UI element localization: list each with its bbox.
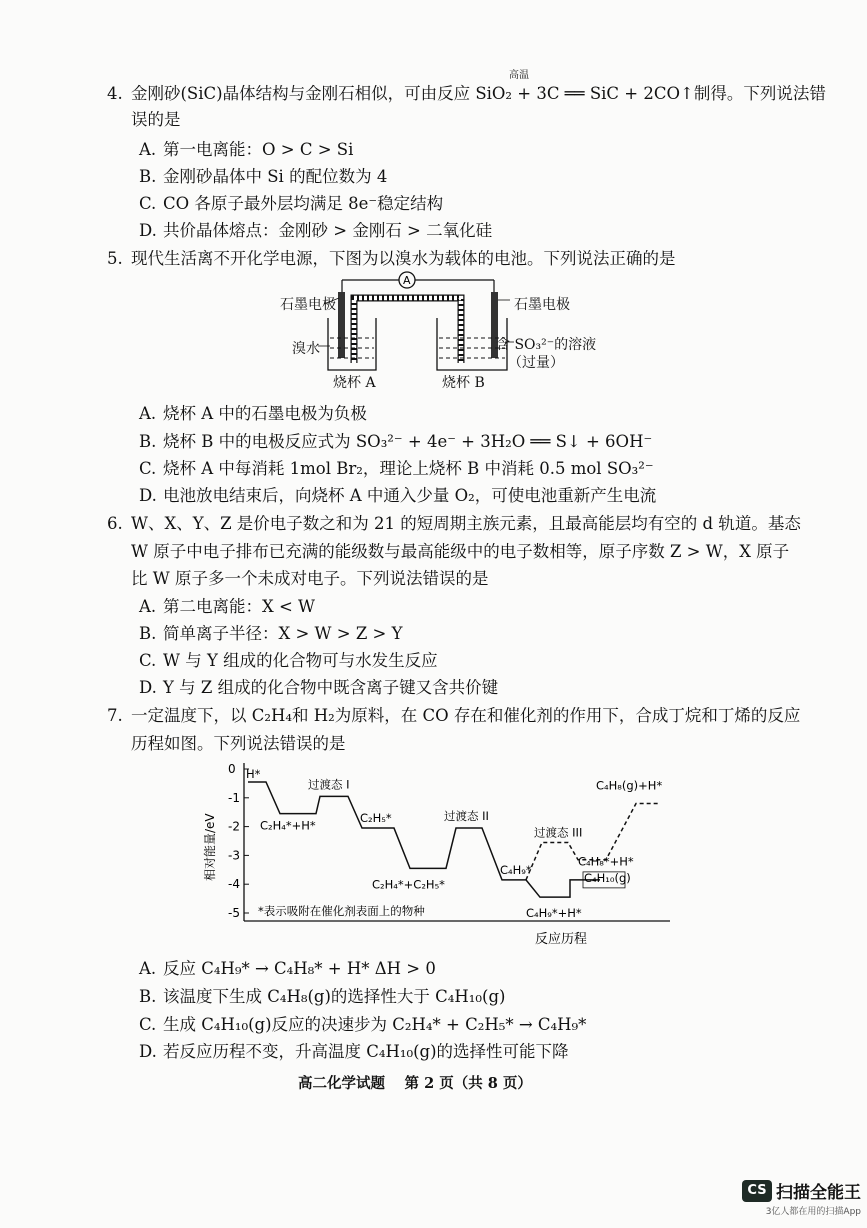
q6-stem-line1: 6. W、X、Y、Z 是价电子数之和为 21 的短周期主族元素，且最高能层均有空的 d 轨道。基态 — [107, 514, 801, 533]
salt-bridge — [354, 298, 461, 363]
bromine-water-label: 溴水 — [292, 341, 320, 357]
q4-stem-line2: 误的是 — [131, 110, 181, 129]
branch-level-label: 过渡态 III — [534, 825, 583, 840]
right-electrode-label: 石墨电极 — [514, 297, 570, 313]
level-label: C₂H₄*+H* — [260, 818, 316, 833]
sulfite-solution-label: 含 SO₃²⁻的溶液 — [496, 337, 597, 353]
y-tick-label: -4 — [228, 877, 240, 892]
q4-option-d: D. 共价晶体熔点：金刚砂 > 金刚石 > 二氧化硅 — [139, 221, 493, 240]
q6-option-c: C. W 与 Y 组成的化合物可与水发生反应 — [139, 651, 438, 670]
q4-option-b: B. 金刚砂晶体中 Si 的配位数为 4 — [139, 167, 388, 186]
page-footer: 高二化学试题 第 2 页（共 8 页） — [298, 1075, 532, 1092]
y-tick-label: -3 — [228, 848, 240, 863]
q4-stem-line1: 4. 金刚砂(SiC)晶体结构与金刚石相似，可由反应 SiO₂ + 3C ══ SiC + 2CO↑制得。下列说法错 — [107, 84, 826, 103]
y-axis-label: 相对能量/eV — [203, 813, 217, 881]
level-label: 过渡态 I — [308, 777, 350, 792]
q4-condition: 高温 — [509, 70, 529, 81]
q6-option-a: A. 第二电离能：X < W — [139, 597, 316, 616]
level-label: C₄H₉* — [500, 862, 532, 877]
level-label: C₄H₁₀(g) — [584, 870, 631, 885]
scanner-logo-icon: CS — [742, 1180, 772, 1202]
q7-option-a: A. 反应 C₄H₉* → C₄H₈* + H* ΔH > 0 — [139, 959, 436, 978]
branch-level-label: C₄H₈*+H* — [578, 854, 634, 869]
ammeter-label: A — [403, 274, 411, 287]
y-tick-label: -1 — [228, 790, 240, 805]
q6-stem-line2: W 原子中电子排布已充满的能级数与最高能级中的电子数相等，原子序数 Z > W，X 原子 — [131, 542, 790, 561]
beaker-a-label: 烧杯 A — [333, 375, 376, 391]
chart-note: *表示吸附在催化剂表面上的物种 — [258, 904, 425, 918]
q5-option-c: C. 烧杯 A 中每消耗 1mol Br₂，理论上烧杯 B 中消耗 0.5 mol SO₃²⁻ — [139, 459, 654, 478]
q7-option-d: D. 若反应历程不变，升高温度 C₄H₁₀(g)的选择性可能下降 — [139, 1042, 569, 1061]
q7-stem-line1: 7. 一定温度下，以 C₂H₄和 H₂为原料，在 CO 存在和催化剂的作用下，合成丁烷和丁烯的反应 — [107, 706, 801, 725]
beaker-b-label: 烧杯 B — [442, 375, 485, 391]
battery-diagram — [270, 268, 610, 393]
y-tick-label: 0 — [228, 762, 236, 776]
q5-option-d: D. 电池放电结束后，向烧杯 A 中通入少量 O₂，可使电池重新产生电流 — [139, 486, 657, 505]
level-label: C₄H₉*+H* — [526, 906, 582, 921]
q5-option-a: A. 烧杯 A 中的石墨电极为负极 — [139, 404, 367, 423]
q7-option-c: C. 生成 C₄H₁₀(g)反应的决速步为 C₂H₄* + C₂H₅* → C₄H₉* — [139, 1015, 587, 1034]
q5-stem: 5. 现代生活离不开化学电源，下图为以溴水为载体的电池。下列说法正确的是 — [107, 249, 676, 268]
q7-stem-line2: 历程如图。下列说法错误的是 — [131, 734, 346, 753]
y-tick-label: -2 — [228, 819, 240, 834]
y-tick-label: -5 — [228, 906, 240, 920]
level-label: 过渡态 II — [444, 809, 489, 824]
branch-level-label: C₄H₈(g)+H* — [596, 778, 663, 793]
level-label: C₂H₄*+C₂H₅* — [372, 877, 445, 892]
level-label: C₂H₅* — [360, 811, 392, 826]
q4-option-a: A. 第一电离能：O > C > Si — [139, 140, 354, 159]
q6-stem-line3: 比 W 原子多一个未成对电子。下列说法错误的是 — [131, 569, 489, 588]
left-electrode-label: 石墨电极 — [280, 297, 336, 313]
q4-option-c: C. CO 各原子最外层均满足 8e⁻稳定结构 — [139, 194, 444, 213]
scanner-watermark: CS 扫描全能王 3亿人都在用的扫描App — [742, 1178, 861, 1203]
excess-label: （过量） — [508, 355, 564, 371]
energy-profile-chart — [200, 755, 680, 955]
q5-option-b: B. 烧杯 B 中的电极反应式为 SO₃²⁻ + 4e⁻ + 3H₂O ══ S↓ + 6OH⁻ — [139, 432, 653, 451]
q7-option-b: B. 该温度下生成 C₄H₈(g)的选择性大于 C₄H₁₀(g) — [139, 987, 506, 1006]
q6-option-d: D. Y 与 Z 组成的化合物中既含离子键又含共价键 — [139, 678, 499, 697]
x-axis-label: 反应历程 — [535, 932, 588, 947]
level-label: H* — [246, 766, 261, 781]
q6-option-b: B. 简单离子半径：X > W > Z > Y — [139, 624, 403, 643]
